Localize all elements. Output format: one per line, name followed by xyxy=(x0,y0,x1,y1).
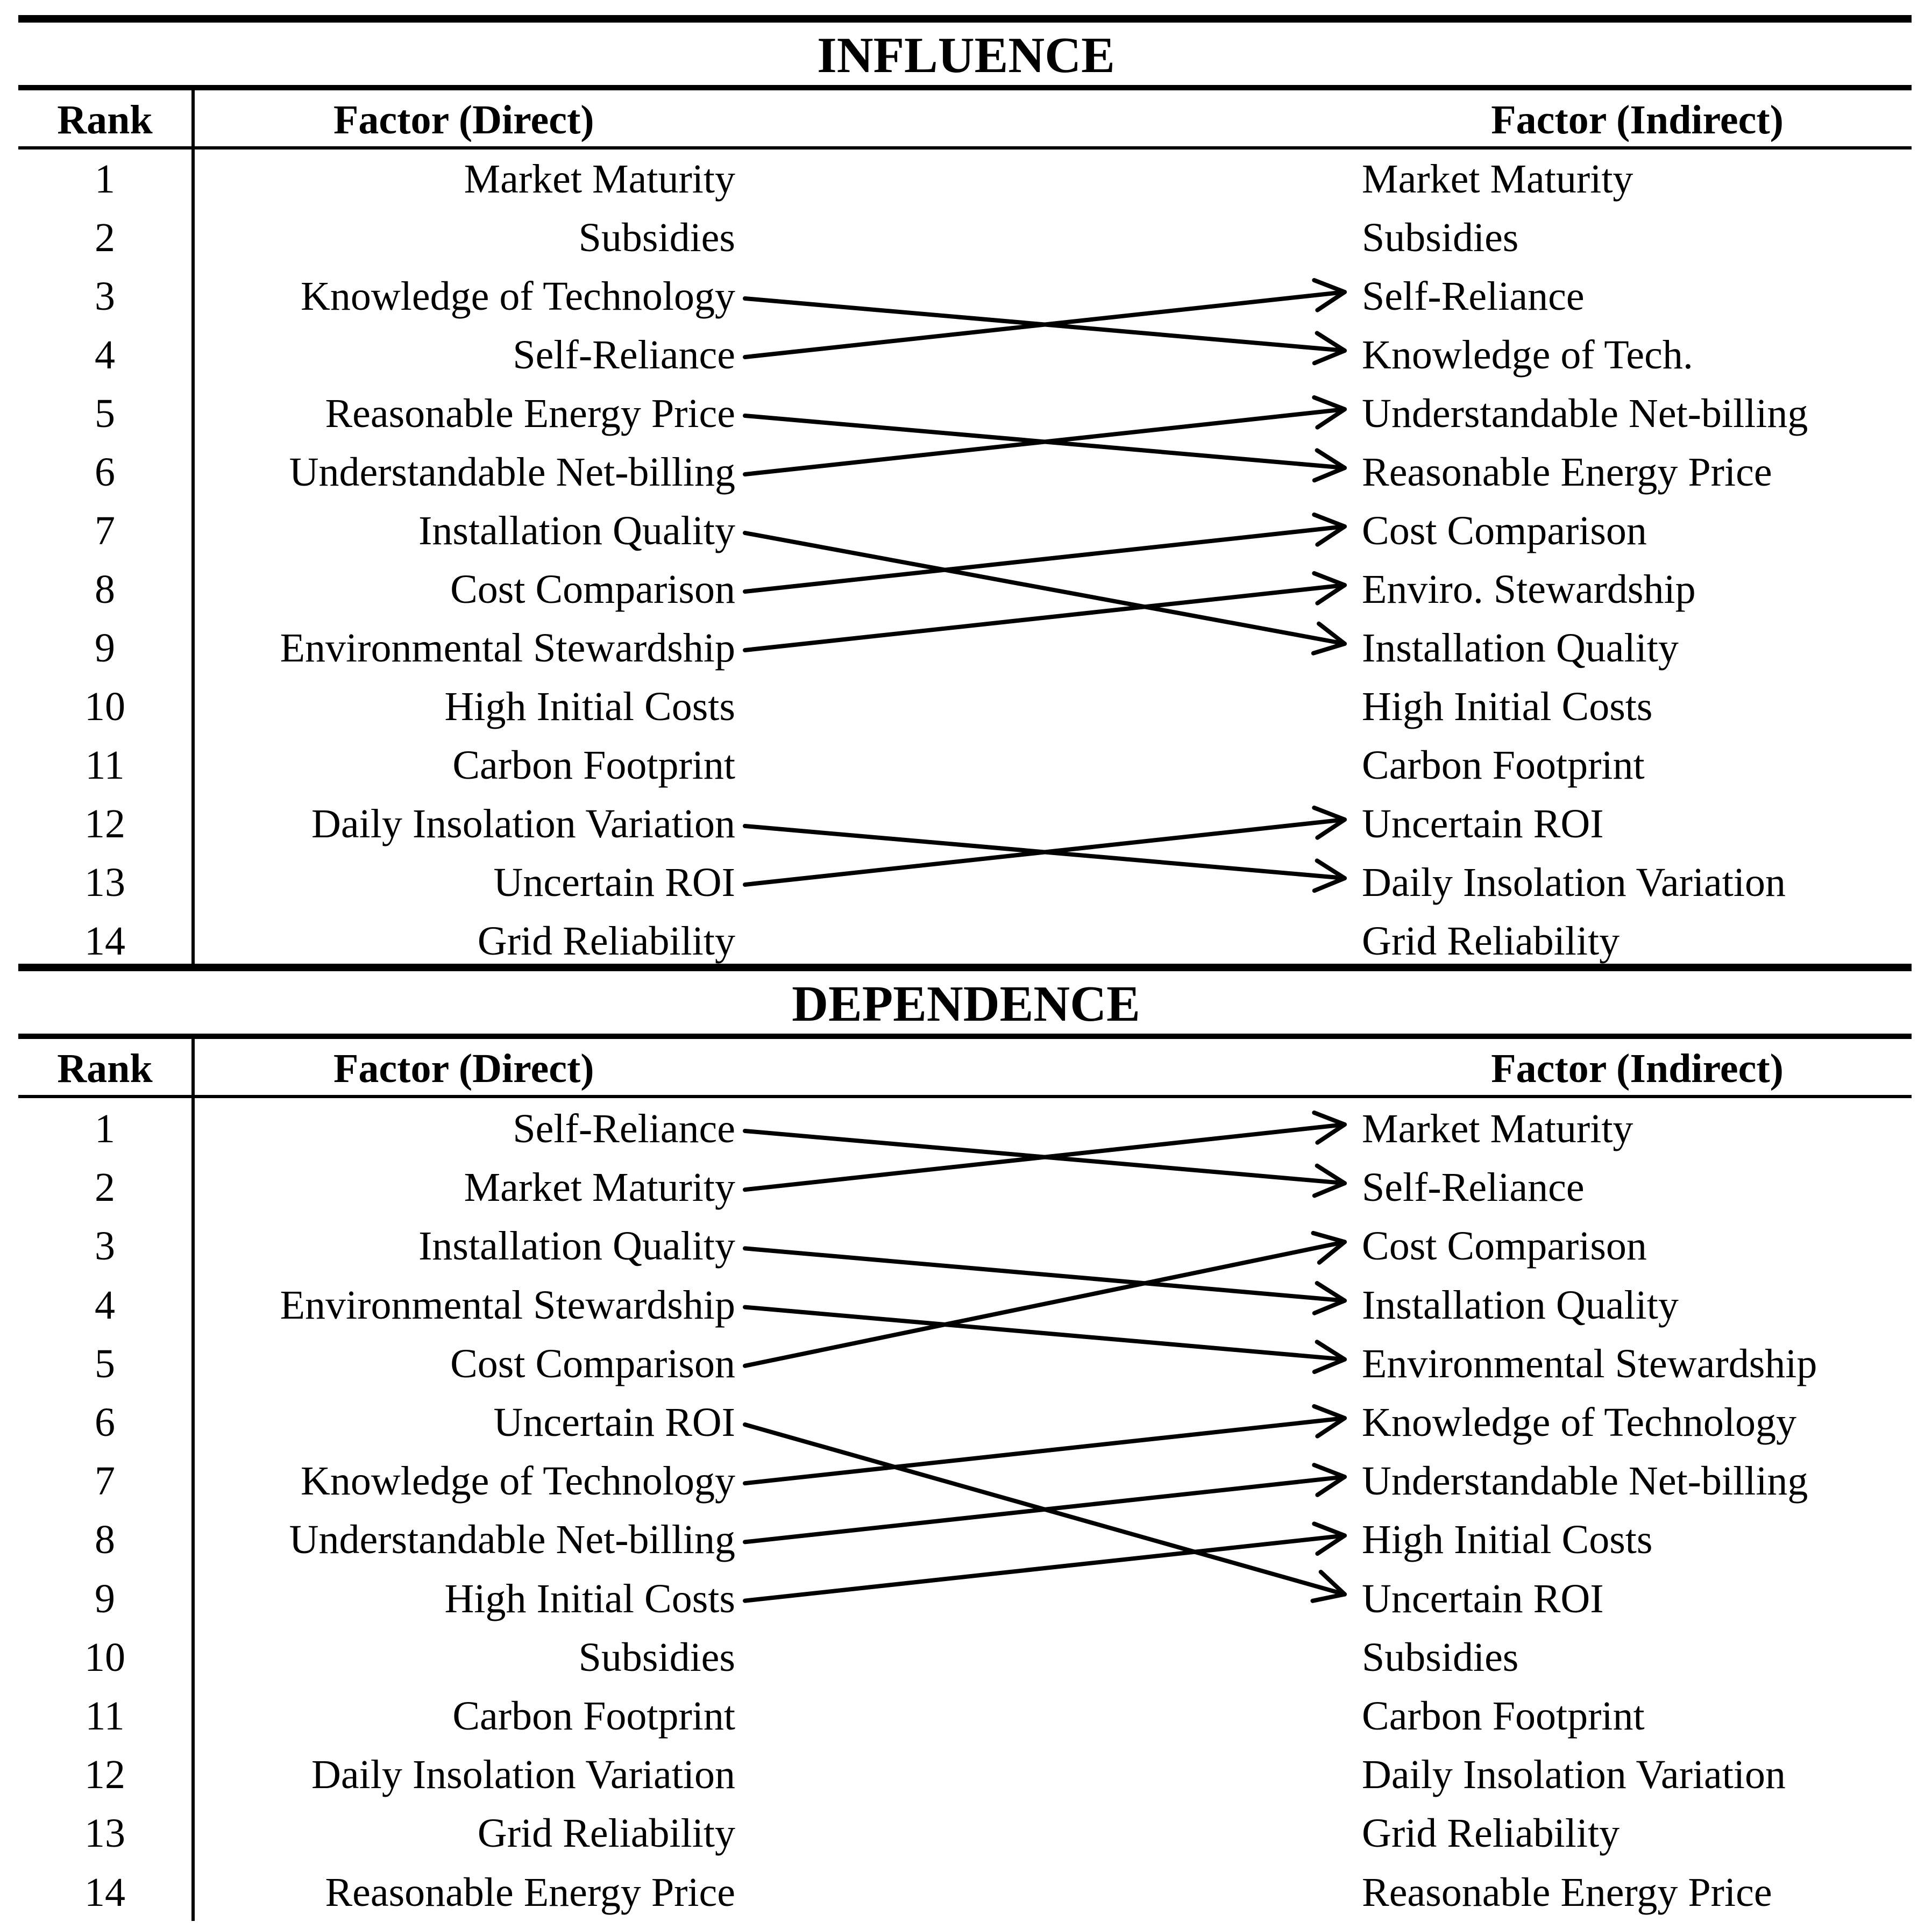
dependence-arrow-rank-2-to-1 xyxy=(745,1124,1345,1190)
dependence-direct-header: Factor (Direct) xyxy=(333,1046,594,1091)
influence-title-rule xyxy=(18,85,1912,90)
influence-rank-header: Rank xyxy=(57,97,153,143)
direct-factor-cell: Cost Comparison xyxy=(450,1341,735,1386)
direct-factor-cell: Understandable Net-billing xyxy=(289,1517,735,1562)
direct-factor-cell: Understandable Net-billing xyxy=(289,450,735,495)
indirect-factor-cell: Carbon Footprint xyxy=(1362,743,1645,788)
direct-factor-cell: Reasonable Energy Price xyxy=(325,1870,735,1915)
influence-indirect-header: Factor (Indirect) xyxy=(1491,97,1784,143)
dependence-title: DEPENDENCE xyxy=(792,976,1140,1032)
direct-factor-cell: Carbon Footprint xyxy=(452,1693,735,1739)
rank-cell: 10 xyxy=(84,684,125,729)
indirect-factor-cell: Knowledge of Technology xyxy=(1362,1400,1796,1445)
rank-cell: 13 xyxy=(84,1811,125,1856)
rank-cell: 10 xyxy=(84,1635,125,1680)
rank-cell: 3 xyxy=(95,1223,115,1269)
indirect-factor-cell: Subsidies xyxy=(1362,1635,1519,1680)
direct-factor-cell: Market Maturity xyxy=(464,156,735,202)
indirect-factor-cell: Self-Reliance xyxy=(1362,1165,1585,1210)
rank-cell: 12 xyxy=(84,1752,125,1797)
rank-cell: 14 xyxy=(84,1870,125,1915)
direct-factor-cell: High Initial Costs xyxy=(444,1576,735,1621)
dependence-arrow-rank-5-to-3 xyxy=(745,1242,1345,1365)
direct-factor-cell: Reasonable Energy Price xyxy=(325,391,735,436)
indirect-factor-cell: Cost Comparison xyxy=(1362,508,1647,553)
rank-cell: 1 xyxy=(95,156,115,202)
influence-arrow-rank-6-to-5 xyxy=(745,409,1345,474)
dependence-rank-header: Rank xyxy=(57,1046,153,1091)
indirect-factor-cell: Daily Insolation Variation xyxy=(1362,1752,1786,1797)
direct-factor-cell: Daily Insolation Variation xyxy=(311,801,735,846)
direct-factor-cell: Installation Quality xyxy=(418,508,735,553)
section-divider-rule xyxy=(18,964,1912,971)
indirect-factor-cell: Reasonable Energy Price xyxy=(1362,1870,1772,1915)
indirect-factor-cell: Installation Quality xyxy=(1362,625,1679,671)
rank-cell: 9 xyxy=(95,625,115,671)
rank-cell: 11 xyxy=(85,1693,125,1739)
direct-factor-cell: Installation Quality xyxy=(418,1223,735,1269)
direct-factor-cell: Uncertain ROI xyxy=(493,1400,735,1445)
dependence-arrow-rank-6-to-9 xyxy=(745,1425,1345,1595)
indirect-factor-cell: Carbon Footprint xyxy=(1362,1693,1645,1739)
indirect-factor-cell: Cost Comparison xyxy=(1362,1223,1647,1269)
indirect-factor-cell: Understandable Net-billing xyxy=(1362,1458,1808,1504)
indirect-factor-cell: High Initial Costs xyxy=(1362,1517,1653,1562)
indirect-factor-cell: Market Maturity xyxy=(1362,156,1633,202)
direct-factor-cell: Knowledge of Technology xyxy=(301,1458,735,1504)
indirect-factor-cell: Uncertain ROI xyxy=(1362,801,1604,846)
dependence-arrow-rank-1-to-2 xyxy=(745,1131,1345,1183)
influence-arrow-rank-9-to-8 xyxy=(745,585,1345,650)
direct-factor-cell: Grid Reliability xyxy=(477,919,735,964)
influence-arrow-rank-13-to-12 xyxy=(745,820,1345,885)
rank-cell: 8 xyxy=(95,567,115,612)
rank-cell: 11 xyxy=(85,743,125,788)
direct-factor-cell: Subsidies xyxy=(578,215,735,260)
direct-factor-cell: Subsidies xyxy=(578,1635,735,1680)
direct-factor-cell: Grid Reliability xyxy=(477,1811,735,1856)
indirect-factor-cell: Understandable Net-billing xyxy=(1362,391,1808,436)
rank-cell: 6 xyxy=(95,1400,115,1445)
influence-arrow-rank-12-to-13 xyxy=(745,826,1345,878)
indirect-factor-cell: Knowledge of Tech. xyxy=(1362,332,1693,378)
dependence-indirect-header: Factor (Indirect) xyxy=(1491,1046,1784,1091)
rank-cell: 12 xyxy=(84,801,125,846)
direct-factor-cell: Cost Comparison xyxy=(450,567,735,612)
rank-cell: 13 xyxy=(84,860,125,905)
dependence-header-rule xyxy=(18,1095,1912,1098)
direct-factor-cell: Carbon Footprint xyxy=(452,743,735,788)
rank-cell: 3 xyxy=(95,274,115,319)
influence-direct-header: Factor (Direct) xyxy=(333,97,594,143)
dependence-arrow-rank-7-to-6 xyxy=(745,1418,1345,1483)
rank-cell: 14 xyxy=(84,919,125,964)
influence-arrow-rank-8-to-7 xyxy=(745,526,1345,592)
dependence-title-rule xyxy=(18,1034,1912,1039)
indirect-factor-cell: Installation Quality xyxy=(1362,1283,1679,1328)
direct-factor-cell: Knowledge of Technology xyxy=(301,274,735,319)
rank-cell: 4 xyxy=(95,1283,115,1328)
indirect-factor-cell: High Initial Costs xyxy=(1362,684,1653,729)
indirect-factor-cell: Market Maturity xyxy=(1362,1106,1633,1151)
influence-arrow-rank-4-to-3 xyxy=(745,292,1345,357)
rank-cell: 9 xyxy=(95,1576,115,1621)
influence-arrow-rank-5-to-6 xyxy=(745,416,1345,468)
indirect-factor-cell: Grid Reliability xyxy=(1362,1811,1620,1856)
rank-cell: 5 xyxy=(95,391,115,436)
direct-factor-cell: High Initial Costs xyxy=(444,684,735,729)
direct-factor-cell: Environmental Stewardship xyxy=(280,625,735,671)
influence-arrow-rank-3-to-4 xyxy=(745,298,1345,351)
indirect-factor-cell: Subsidies xyxy=(1362,215,1519,260)
direct-factor-cell: Self-Reliance xyxy=(513,1106,735,1151)
indirect-factor-cell: Reasonable Energy Price xyxy=(1362,450,1772,495)
rank-cell: 8 xyxy=(95,1517,115,1562)
dependence-arrow-rank-4-to-5 xyxy=(745,1307,1345,1359)
rank-cell: 2 xyxy=(95,1165,115,1210)
rank-cell: 7 xyxy=(95,508,115,553)
indirect-factor-cell: Daily Insolation Variation xyxy=(1362,860,1786,905)
dependence-rank-divider xyxy=(191,1039,195,1921)
influence-title: INFLUENCE xyxy=(817,27,1115,83)
rank-cell: 7 xyxy=(95,1458,115,1504)
rank-cell: 6 xyxy=(95,450,115,495)
rank-cell: 4 xyxy=(95,332,115,378)
direct-factor-cell: Environmental Stewardship xyxy=(280,1283,735,1328)
direct-factor-cell: Market Maturity xyxy=(464,1165,735,1210)
direct-factor-cell: Self-Reliance xyxy=(513,332,735,378)
top-rule xyxy=(18,15,1912,23)
dependence-arrow-rank-9-to-8 xyxy=(745,1535,1345,1600)
indirect-factor-cell: Uncertain ROI xyxy=(1362,1576,1604,1621)
dependence-arrow-rank-3-to-4 xyxy=(745,1248,1345,1300)
influence-rank-divider xyxy=(191,90,195,964)
rank-cell: 2 xyxy=(95,215,115,260)
rank-cell: 5 xyxy=(95,1341,115,1386)
rank-cell: 1 xyxy=(95,1106,115,1151)
direct-factor-cell: Uncertain ROI xyxy=(493,860,735,905)
indirect-factor-cell: Environmental Stewardship xyxy=(1362,1341,1817,1386)
influence-arrow-rank-7-to-9 xyxy=(745,533,1345,644)
direct-factor-cell: Daily Insolation Variation xyxy=(311,1752,735,1797)
influence-header-rule xyxy=(18,146,1912,150)
indirect-factor-cell: Enviro. Stewardship xyxy=(1362,567,1696,612)
indirect-factor-cell: Grid Reliability xyxy=(1362,919,1620,964)
dependence-arrow-rank-8-to-7 xyxy=(745,1477,1345,1542)
indirect-factor-cell: Self-Reliance xyxy=(1362,274,1585,319)
